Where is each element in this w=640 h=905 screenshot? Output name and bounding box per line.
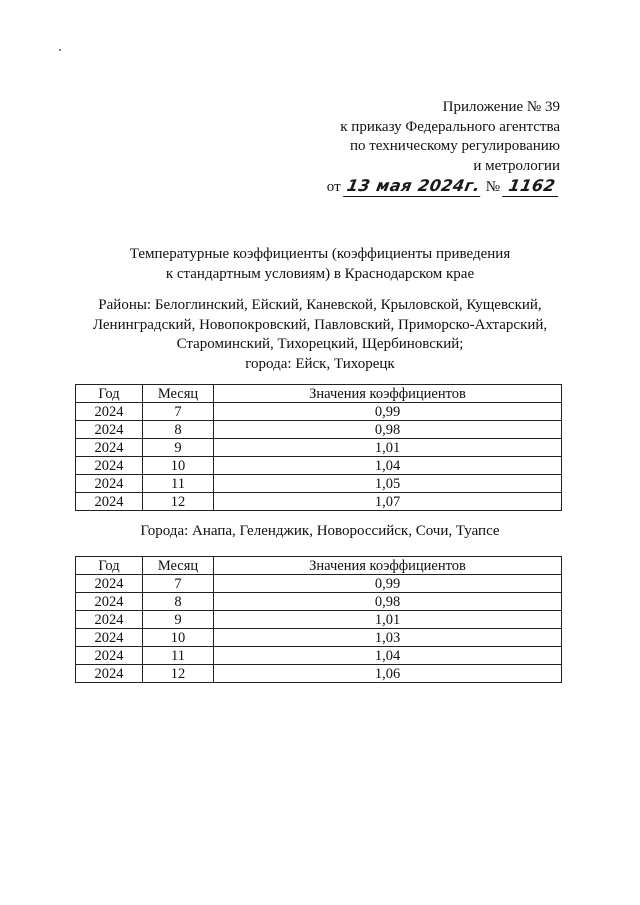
cell-year: 2024	[76, 439, 143, 457]
cell-year: 2024	[76, 593, 143, 611]
table-row	[76, 457, 562, 475]
document-title	[0, 245, 640, 284]
table-row	[76, 629, 562, 647]
cell-value: 0,99	[214, 575, 562, 593]
cell-year: 2024	[76, 611, 143, 629]
table-header-row	[76, 557, 562, 575]
header-month: Месяц	[143, 385, 214, 403]
cell-value: 1,07	[214, 493, 562, 511]
coefficients-table-2	[75, 556, 562, 683]
header-year: Год	[76, 385, 143, 403]
from-label: от	[326, 179, 341, 195]
cell-value: 1,04	[214, 647, 562, 665]
section1-line: Районы: Белоглинский, Ейский, Каневской, Крыловской, Кущевский,	[98, 297, 542, 313]
section2-line: Города: Анапа, Геленджик, Новороссийск, Сочи, Туапсе	[140, 523, 500, 539]
title-line: Температурные коэффициенты (коэффициенты приведения	[129, 246, 511, 262]
cell-month: 7	[143, 575, 214, 593]
section2-heading	[0, 522, 640, 542]
cell-month: 10	[143, 629, 214, 647]
cell-value: 1,01	[214, 611, 562, 629]
cell-year: 2024	[76, 647, 143, 665]
cell-year: 2024	[76, 403, 143, 421]
cell-month: 11	[143, 475, 214, 493]
cell-value: 1,03	[214, 629, 562, 647]
cell-year: 2024	[76, 475, 143, 493]
header-value: Значения коэффициентов	[214, 385, 562, 403]
table-row	[76, 665, 562, 683]
handwritten-date: 13 мая 2024г.	[343, 176, 484, 197]
table-row	[76, 611, 562, 629]
table-row	[76, 403, 562, 421]
section1-line: Ленинградский, Новопокровский, Павловский, Приморско-Ахтарский,	[92, 316, 548, 333]
cell-month: 8	[143, 421, 214, 439]
order-date-number	[327, 176, 560, 198]
cell-value: 1,06	[214, 665, 562, 683]
cell-year: 2024	[76, 457, 143, 475]
section1-line: города: Ейск, Тихорецк	[245, 355, 395, 372]
table-row	[76, 475, 562, 493]
cell-month: 9	[143, 439, 214, 457]
header-value: Значения коэффициентов	[214, 557, 562, 575]
cell-year: 2024	[76, 493, 143, 511]
cell-month: 11	[143, 647, 214, 665]
cell-value: 1,01	[214, 439, 562, 457]
cell-year: 2024	[76, 421, 143, 439]
cell-month: 7	[143, 403, 214, 421]
header-year: Год	[76, 557, 143, 575]
cell-value: 1,05	[214, 475, 562, 493]
section1-heading	[0, 296, 640, 374]
appendix-line: Приложение № 39	[442, 99, 560, 115]
table-row	[76, 575, 562, 593]
table-row	[76, 647, 562, 665]
appendix-line: и метрологии	[473, 157, 560, 174]
table-row	[76, 421, 562, 439]
appendix-line: по техническому регулированию	[349, 138, 560, 154]
table-row	[76, 493, 562, 511]
cell-year: 2024	[76, 665, 143, 683]
appendix-header	[327, 98, 560, 198]
cell-month: 10	[143, 457, 214, 475]
cell-month: 12	[143, 665, 214, 683]
number-label: №	[485, 179, 500, 195]
title-line: к стандартным условиям) в Краснодарском крае	[165, 265, 475, 282]
table-row	[76, 593, 562, 611]
table-header-row	[76, 385, 562, 403]
cell-value: 0,99	[214, 403, 562, 421]
section1-line: Староминский, Тихорецкий, Щербиновский;	[176, 336, 464, 352]
cell-value: 1,04	[214, 457, 562, 475]
cell-value: 0,98	[214, 421, 562, 439]
cell-year: 2024	[76, 629, 143, 647]
handwritten-number: 1162	[502, 176, 562, 197]
table-row	[76, 439, 562, 457]
header-month: Месяц	[143, 557, 214, 575]
cell-month: 12	[143, 493, 214, 511]
cell-value: 0,98	[214, 593, 562, 611]
appendix-line: к приказу Федерального агентства	[340, 118, 560, 135]
cell-month: 8	[143, 593, 214, 611]
cell-year: 2024	[76, 575, 143, 593]
coefficients-table-1	[75, 384, 562, 511]
scan-speck	[59, 49, 61, 51]
cell-month: 9	[143, 611, 214, 629]
